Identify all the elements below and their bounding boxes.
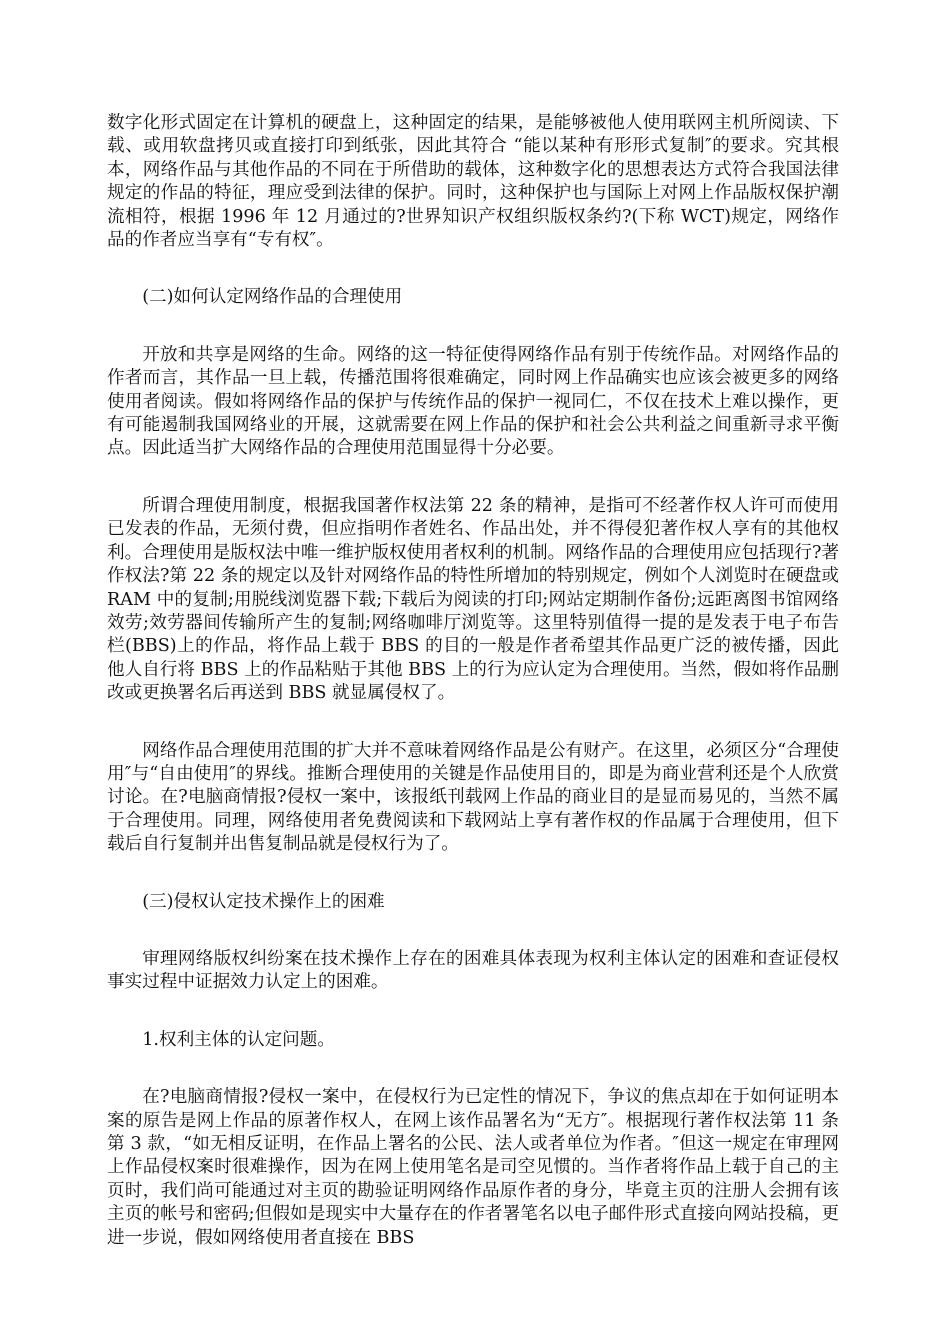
section-heading: (三)侵权认定技术操作上的困难 xyxy=(142,891,385,912)
paragraph: 数字化形式固定在计算机的硬盘上，这种固定的结果，是能够被他人使用联网主机所阅读、下载、或用软盘拷贝或直接打印到纸张，因此其符合 “能以某种有形形式复制″的要求。究其根本，网络作品与其他作品的不同在于所借助的载体，这种数字化的思想表达方式符合我国法律规定的作品的特征，理应受到法律的保护。同时，这种保护也与国际上对网上作品版权保护潮流相符，根据 1996 年 12 月通过的?世界知识产权组织版权条约?(下称 WCT)规定，网络作品的作者应当享有“专有权″。 xyxy=(107,113,839,251)
paragraph: 审理网络版权纠纷案在技术操作上存在的困难具体表现为权利主体认定的困难和查证侵权事实过程中证据效力认定上的困难。 xyxy=(107,948,839,993)
paragraph: 所谓合理使用制度，根据我国著作权法第 22 条的精神，是指可不经著作权人许可而使用已发表的作品，无须付费，但应指明作者姓名、作品出处，并不得侵犯著作权人享有的其他权利。合理使用是版权法中唯一维护版权使用者权利的机制。网络作品的合理使用应包括现行?著作权法?第 22 条的规定以及针对网络作品的特性所增加的特别规定，例如个人浏览时在硬盘或 RAM 中的复制;用脱线浏览器下载;下载后为阅读的打印;网站定期制作备份;远距离图书馆网络效劳;效劳器间传输所产生的复制;网络咖啡厅浏览等。这里特别值得一提的是发表于电子布告栏(BBS)上的作品，将作品上载于 BBS 的目的一般是作者希望其作品更广泛的被传播，因此他人自行将 BBS 上的作品粘贴于其他 BBS 上的行为应认定为合理使用。当然，假如将作品删改或更换署名后再送到 BBS 就显属侵权了。 xyxy=(107,495,839,704)
subsection-heading: 1.权利主体的认定问题。 xyxy=(142,1029,335,1050)
paragraph: 开放和共享是网络的生命。网络的这一特征使得网络作品有别于传统作品。对网络作品的作者而言，其作品一旦上载，传播范围将很难确定，同时网上作品确实也应该会被更多的网络使用者阅读。假如将网络作品的保护与传统作品的保护一视同仁，不仅在技术上难以操作，更有可能遏制我国网络业的开展，这就需要在网上作品的保护和社会公共利益之间重新寻求平衡点。因此适当扩大网络作品的合理使用范围显得十分必要。 xyxy=(107,344,839,459)
section-heading: (二)如何认定网络作品的合理使用 xyxy=(142,287,403,308)
document-body xyxy=(107,112,839,1250)
paragraph: 网络作品合理使用范围的扩大并不意味着网络作品是公有财产。在这里，必须区分“合理使用″与“自由使用″的界线。推断合理使用的关键是作品使用目的，即是为商业营利还是个人欣赏讨论。在?电脑商情报?侵权一案中，该报纸刊载网上作品的商业目的是显而易见的，当然不属于合理使用。同理，网络使用者免费阅读和下载网站上享有著作权的作品属于合理使用，但下载后自行复制并出售复制品就是侵权行为了。 xyxy=(107,740,839,855)
paragraph: 在?电脑商情报?侵权一案中，在侵权行为已定性的情况下，争议的焦点却在于如何证明本案的原告是网上作品的原著作权人，在网上该作品署名为“无方″。根据现行著作权法第 11 条第 3 款，“如无相反证明，在作品上署名的公民、法人或者单位为作者。″但这一规定在审理网上作品侵权案时很难操作，因为在网上使用笔名是司空见惯的。当作者将作品上载于自己的主页时，我们尚可能通过对主页的勘验证明网络作品原作者的身分，毕竟主页的注册人会拥有该主页的帐号和密码;但假如是现实中大量存在的作者署笔名以电子邮件形式直接向网站投稿，更进一步说，假如网络使用者直接在 BBS xyxy=(107,1087,839,1248)
